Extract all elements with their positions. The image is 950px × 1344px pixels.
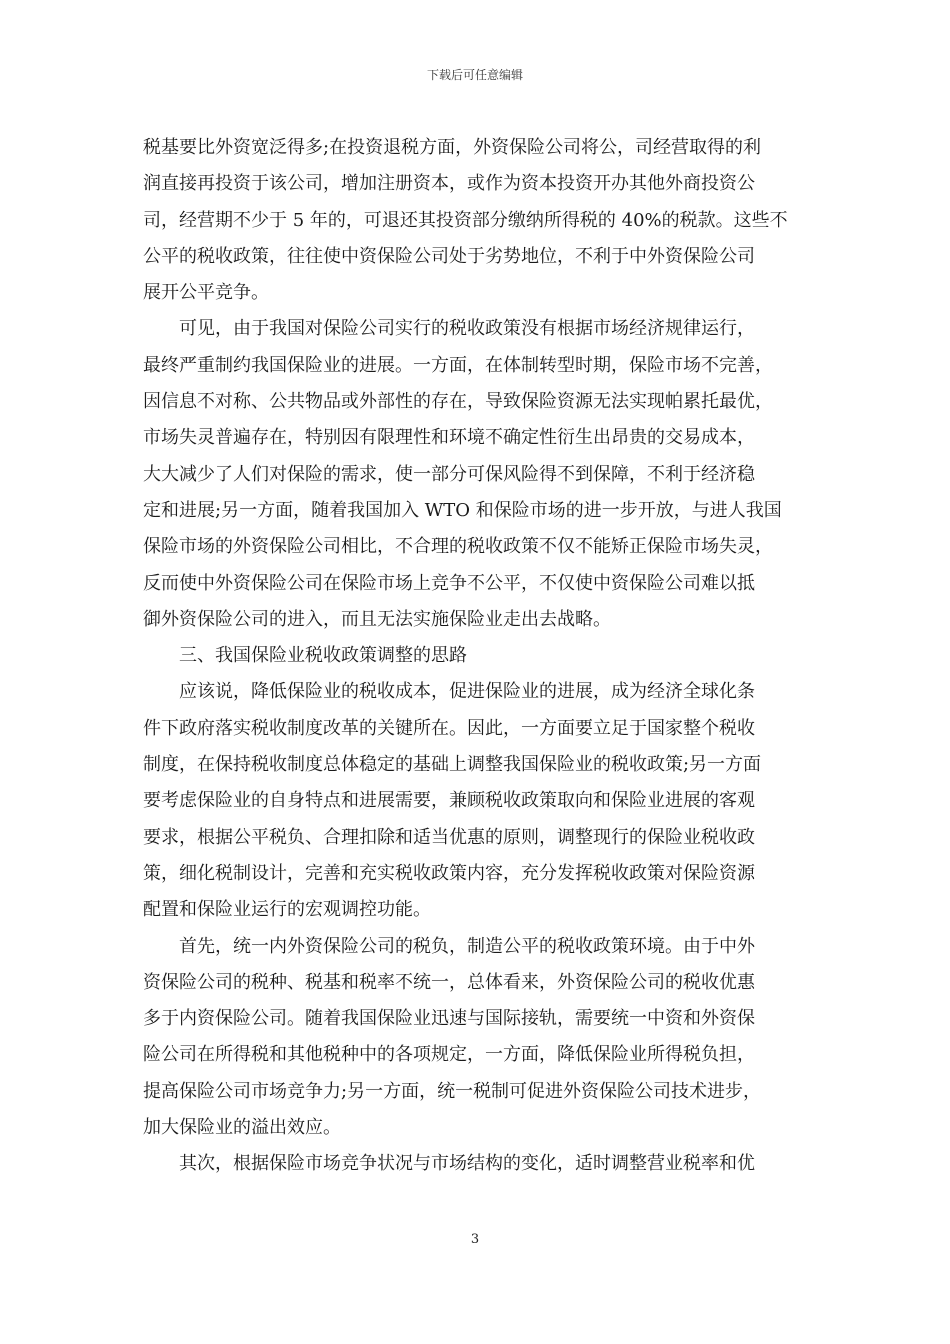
text-line: 险公司在所得税和其他税种中的各项规定，一方面，降低保险业所得税负担， [143,1044,755,1066]
text-line: 定和进展;另一方面，随着我国加入 WTO 和保险市场的进一步开放，与进人我国 [143,499,782,521]
text-line: 首先，统一内外资保险公司的税负，制造公平的税收政策环境。由于中外 [143,935,755,957]
text-line: 税基要比外资宽泛得多;在投资退税方面，外资保险公司将公，司经营取得的利 [143,137,762,158]
paragraph [143,674,817,928]
text-line: 御外资保险公司的进入，而且无法实施保险业走出去战略。 [143,608,611,630]
text-line: 制度，在保持税收制度总体稳定的基础上调整我国保险业的税收政策;另一方面 [143,754,762,776]
paragraph [143,638,817,674]
paragraph [143,311,817,638]
text-line: 展开公平竞争。 [143,282,269,304]
text-line: 最终严重制约我国保险业的进展。一方面，在体制转型时期，保险市场不完善， [143,354,773,376]
text-line: 件下政府落实税收制度改革的关键所在。因此，一方面要立足于国家整个税收 [143,717,755,739]
text-line: 策，细化税制设计，完善和充实税收政策内容，充分发挥税收政策对保险资源 [143,862,755,884]
text-line: 保险市场的外资保险公司相比，不合理的税收政策不仅不能矫正保险市场失灵， [143,536,773,558]
paragraph [143,130,817,311]
text-line: 提高保险公司市场竞争力;另一方面，统一税制可促进外资保险公司技术进步， [143,1080,762,1102]
paragraph [143,929,817,1147]
text-line: 可见，由于我国对保险公司实行的税收政策没有根据市场经济规律运行， [143,318,755,340]
text-line: 应该说，降低保险业的税收成本，促进保险业的进展，成为经济全球化条 [143,681,755,703]
text-line: 其次，根据保险市场竞争状况与市场结构的变化，适时调整营业税率和优 [143,1153,755,1175]
text-line: 润直接再投资于该公司，增加注册资本，或作为资本投资开办其他外商投资公 [143,173,755,195]
text-line: 市场失灵普遍存在，特别因有限理性和环境不确定性衍生出昂贵的交易成本， [143,427,755,449]
text-line: 要考虑保险业的自身特点和进展需要，兼顾税收政策取向和保险业进展的客观 [143,790,755,812]
paragraph [143,1146,817,1182]
text-line: 反而使中外资保险公司在保险市场上竞争不公平，不仅使中资保险公司难以抵 [143,572,755,594]
text-line: 公平的税收政策，往往使中资保险公司处于劣势地位，不利于中外资保险公司 [143,245,755,267]
text-line: 多于内资保险公司。随着我国保险业迅速与国际接轨，需要统一中资和外资保 [143,1008,755,1030]
text-line: 要求，根据公平税负、合理扣除和适当优惠的原则，调整现行的保险业税收政 [143,826,755,848]
document-body [143,130,817,1183]
text-line: 因信息不对称、公共物品或外部性的存在，导致保险资源无法实现帕累托最优， [143,391,773,413]
text-line: 加大保险业的溢出效应。 [143,1117,341,1139]
page-number: 3 [470,1232,480,1247]
page-header: 下载后可任意编辑 [426,68,523,82]
text-line: 配置和保险业运行的宏观调控功能。 [143,899,431,921]
text-line: 大大减少了人们对保险的需求，使一部分可保风险得不到保障，不利于经济稳 [143,463,755,485]
text-line: 资保险公司的税种、税基和税率不统一，总体看来，外资保险公司的税收优惠 [143,971,755,993]
text-line: 三、我国保险业税收政策调整的思路 [143,645,467,667]
text-line: 司，经营期不少于 5 年的，可退还其投资部分缴纳所得税的 40%的税款。这些不 [143,209,788,231]
